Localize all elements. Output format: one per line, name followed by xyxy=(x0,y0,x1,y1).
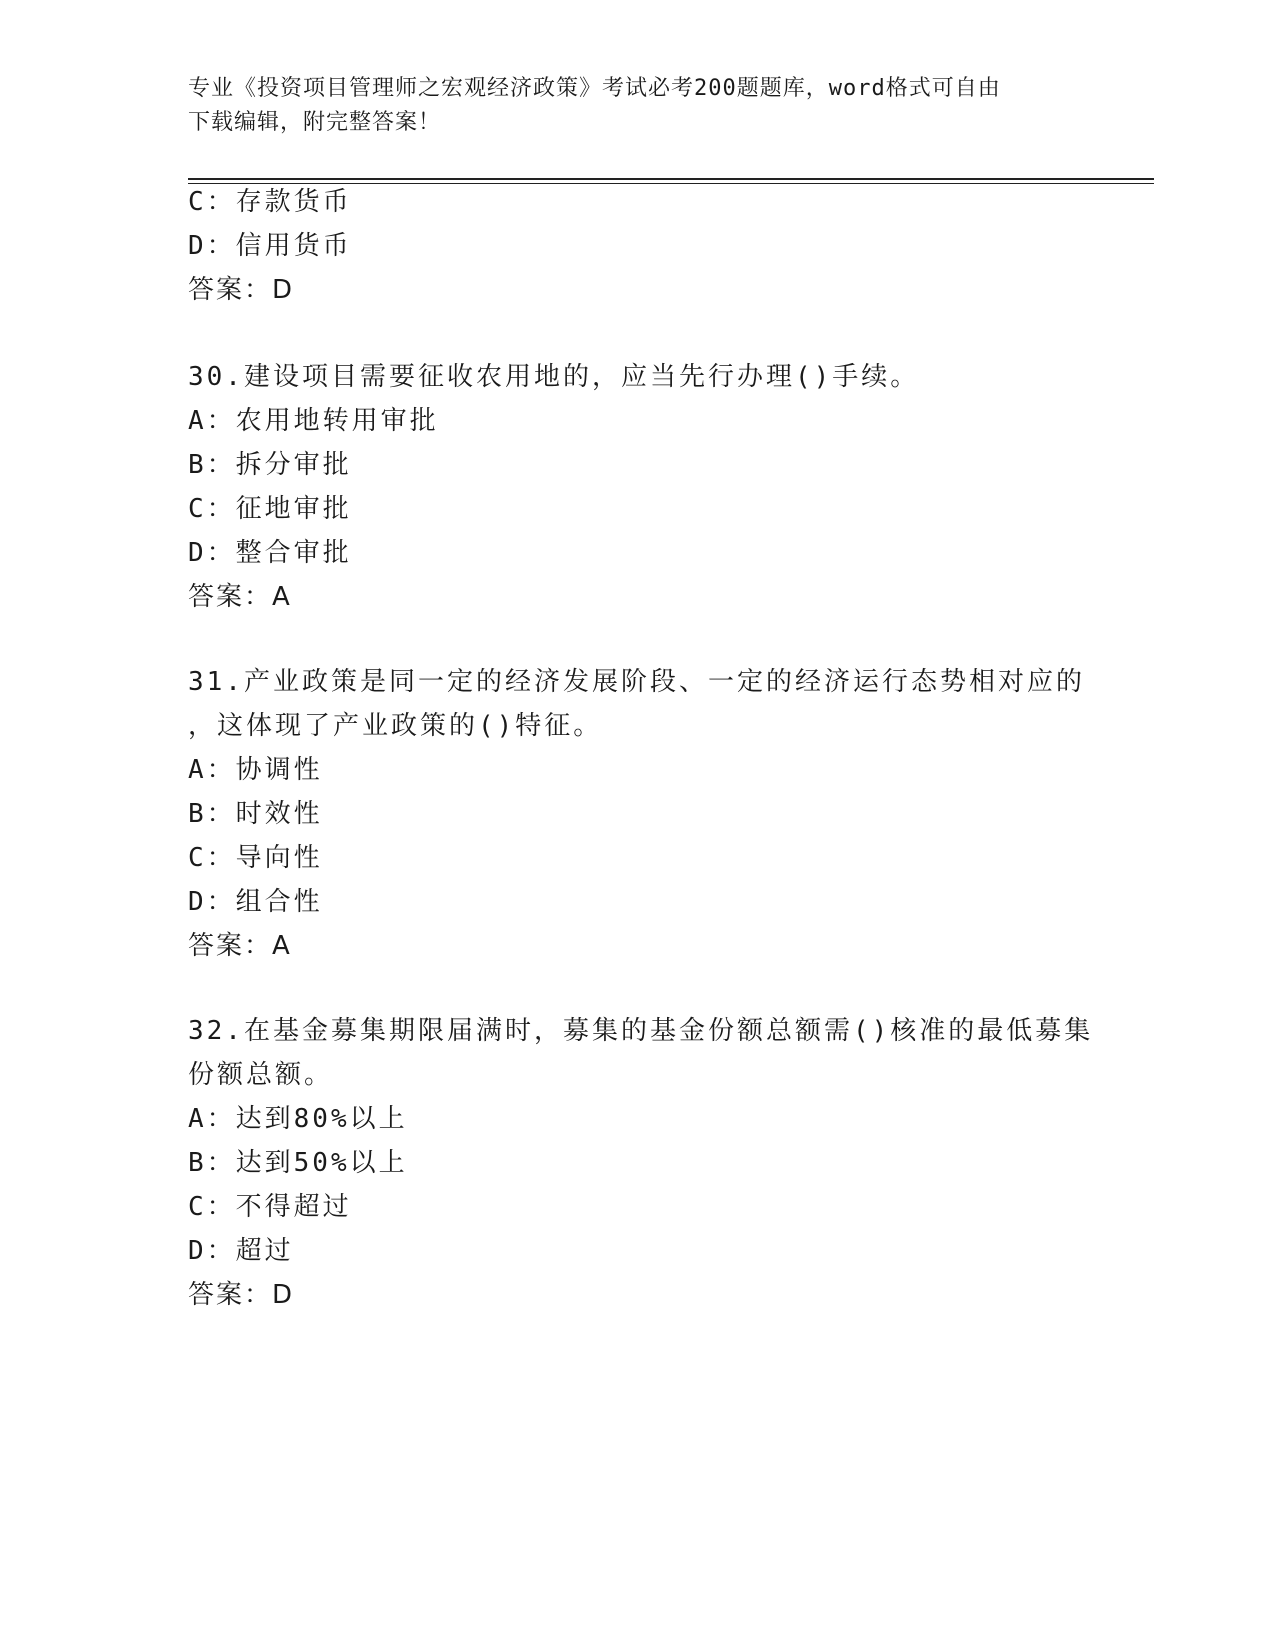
q29-option-c: C：存款货币 xyxy=(188,187,352,217)
document-header xyxy=(188,72,1068,140)
q31-option-c: C：导向性 xyxy=(188,843,323,873)
header-divider-thick xyxy=(188,178,1154,180)
q30-option-c: C：征地审批 xyxy=(188,494,352,524)
q32-option-d: D：超过 xyxy=(188,1236,294,1266)
q31-stem-line-2: ，这体现了产业政策的()特征。 xyxy=(188,711,603,741)
q32-answer: 答案：D xyxy=(188,1280,295,1310)
q32-option-b: B：达到50%以上 xyxy=(188,1148,408,1178)
header-divider-thin xyxy=(188,183,1154,184)
q31-answer: 答案：A xyxy=(188,931,292,961)
header-line-1: 专业《投资项目管理师之宏观经济政策》考试必考200题题库，word格式可自由 xyxy=(188,76,1001,101)
q30-stem: 30.建设项目需要征收农用地的，应当先行办理()手续。 xyxy=(188,362,920,392)
header-line-2: 下载编辑，附完整答案！ xyxy=(188,110,442,135)
q32-option-c: C：不得超过 xyxy=(188,1192,352,1222)
q31-stem-line-1: 31.产业政策是同一定的经济发展阶段、一定的经济运行态势相对应的 xyxy=(188,667,1085,697)
q29-answer: 答案：D xyxy=(188,275,295,305)
q29-option-d: D：信用货币 xyxy=(188,231,352,261)
q32-stem-line-2: 份额总额。 xyxy=(188,1060,334,1090)
q30-answer: 答案：A xyxy=(188,582,292,612)
q30-option-a: A：农用地转用审批 xyxy=(188,406,439,436)
q31-option-a: A：协调性 xyxy=(188,755,323,785)
q30-option-d: D：整合审批 xyxy=(188,538,352,568)
q31-option-d: D：组合性 xyxy=(188,887,323,917)
q30-option-b: B：拆分审批 xyxy=(188,450,352,480)
q32-stem-line-1: 32.在基金募集期限届满时，募集的基金份额总额需()核准的最低募集 xyxy=(188,1016,1094,1046)
q31-option-b: B：时效性 xyxy=(188,799,323,829)
q32-option-a: A：达到80%以上 xyxy=(188,1104,408,1134)
